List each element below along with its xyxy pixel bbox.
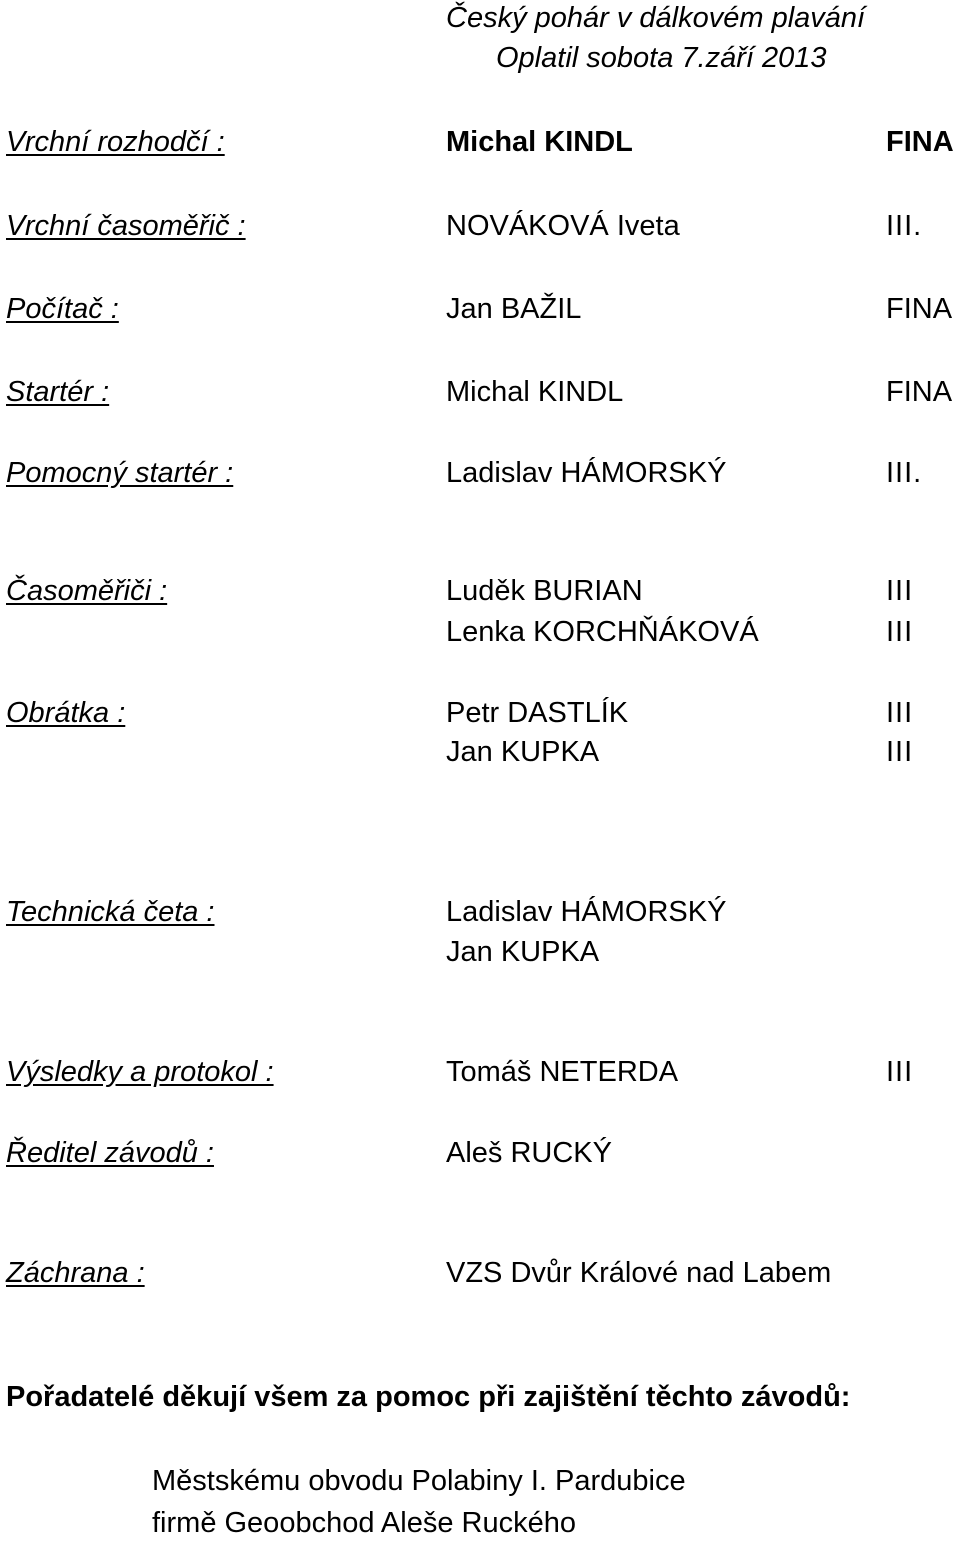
name-technical-crew-2: Jan KUPKA [446,936,600,968]
label-race-director: Ředitel závodů : [6,1137,214,1169]
sponsor-2: firmě Geoobchod Aleše Ruckého [152,1507,576,1539]
name-chief-timekeeper: NOVÁKOVÁ Iveta [446,210,680,242]
label-chief-timekeeper: Vrchní časoměřič : [6,210,246,242]
header-title: Český pohár v dálkovém plavání [446,2,866,34]
name-timekeeper-1: Luděk BURIAN [446,575,643,607]
name-computer: Jan BAŽIL [446,293,582,325]
grade-turn-judge-1: III [886,697,914,729]
grade-computer: FINA [886,293,953,325]
grade-turn-judge-2: III [886,736,914,768]
name-turn-judge-2: Jan KUPKA [446,736,600,768]
grade-timekeeper-1: III [886,575,914,607]
name-turn-judge-1: Petr DASTLÍK [446,697,629,729]
label-technical-crew: Technická četa : [6,896,215,928]
grade-chief-timekeeper: III. [886,210,923,242]
name-starter: Michal KINDL [446,376,624,408]
header-date: Oplatil sobota 7.září 2013 [496,42,827,74]
grade-head-referee: FINA [886,126,954,158]
label-head-referee: Vrchní rozhodčí : [6,126,225,158]
name-race-director: Aleš RUCKÝ [446,1137,612,1169]
label-results-protocol: Výsledky a protokol : [6,1056,274,1088]
name-technical-crew-1: Ladislav HÁMORSKÝ [446,896,727,928]
label-computer: Počítač : [6,293,119,325]
name-rescue: VZS Dvůr Králové nad Labem [446,1257,832,1289]
name-head-referee: Michal KINDL [446,126,633,158]
label-rescue: Záchrana : [6,1257,145,1289]
label-assistant-starter: Pomocný startér : [6,457,234,489]
name-assistant-starter: Ladislav HÁMORSKÝ [446,457,727,489]
grade-assistant-starter: III. [886,457,923,489]
grade-timekeeper-2: III [886,616,914,648]
label-timekeepers: Časoměřiči : [6,575,168,607]
name-results-protocol: Tomáš NETERDA [446,1056,679,1088]
name-timekeeper-2: Lenka KORCHŇÁKOVÁ [446,616,759,648]
label-starter: Startér : [6,376,110,408]
label-turn-judges: Obrátka : [6,697,126,729]
sponsor-1: Městskému obvodu Polabiny I. Pardubice [152,1465,686,1497]
grade-starter: FINA [886,376,953,408]
grade-results-protocol: III [886,1056,914,1088]
thanks-heading: Pořadatelé děkují všem za pomoc při zajištění těchto závodů: [6,1381,851,1413]
